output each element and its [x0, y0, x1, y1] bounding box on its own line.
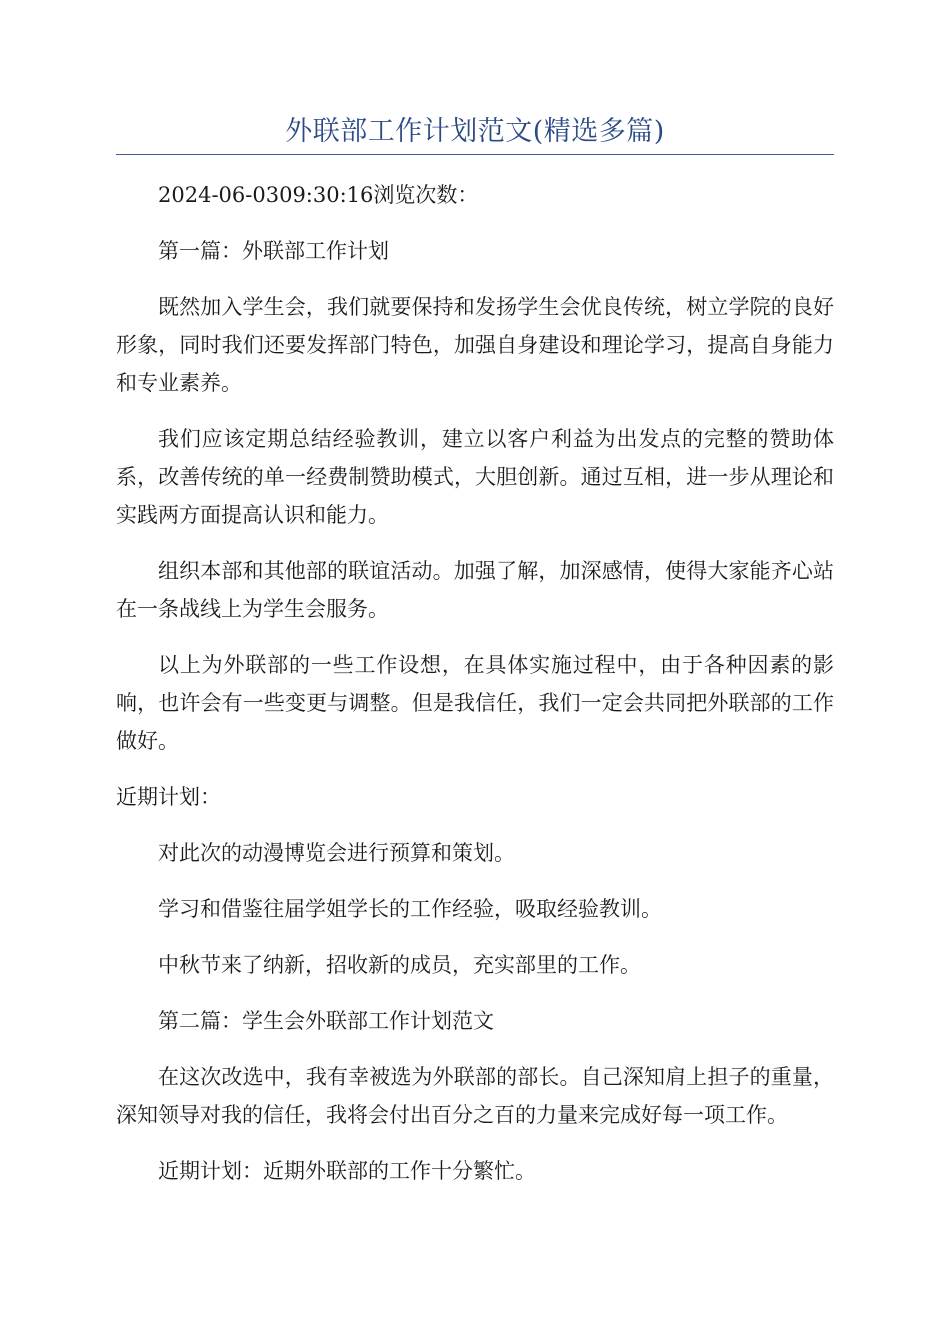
plan-item: 中秋节来了纳新，招收新的成员，充实部里的工作。	[158, 953, 641, 977]
paragraph: 组织本部和其他部的联谊活动。加强了解，加深感情，使得大家能齐心站在一条战线上为学生会服务。	[116, 559, 834, 621]
section-heading-1: 第一篇：外联部工作计划	[158, 239, 389, 263]
paragraph: 在这次改选中，我有幸被选为外联部的部长。自己深知肩上担子的重量，深知领导对我的信任，我将会付出百分之百的力量来完成好每一项工作。	[116, 1065, 834, 1127]
paragraph: 近期计划：近期外联部的工作十分繁忙。	[158, 1159, 536, 1183]
recent-plan-label: 近期计划：	[116, 785, 221, 809]
plan-item: 学习和借鉴往届学姐学长的工作经验，吸取经验教训。	[158, 897, 662, 921]
document-title: 外联部工作计划范文(精选多篇)	[285, 116, 665, 147]
meta-line: 2024-06-0309:30:16浏览次数：	[158, 183, 479, 207]
section-heading-2: 第二篇：学生会外联部工作计划范文	[158, 1009, 494, 1033]
paragraph: 以上为外联部的一些工作设想，在具体实施过程中，由于各种因素的影响，也许会有一些变更与调整。但是我信任，我们一定会共同把外联部的工作做好。	[116, 653, 834, 753]
document-body	[116, 176, 834, 1208]
plan-item: 对此次的动漫博览会进行预算和策划。	[158, 841, 515, 865]
paragraph: 既然加入学生会，我们就要保持和发扬学生会优良传统，树立学院的良好形象，同时我们还要发挥部门特色，加强自身建设和理论学习，提高自身能力和专业素养。	[116, 295, 834, 395]
title-underline	[116, 154, 834, 155]
paragraph: 我们应该定期总结经验教训，建立以客户利益为出发点的完整的赞助体系，改善传统的单一经费制赞助模式，大胆创新。通过互相，进一步从理论和实践两方面提高认识和能力。	[116, 427, 834, 527]
